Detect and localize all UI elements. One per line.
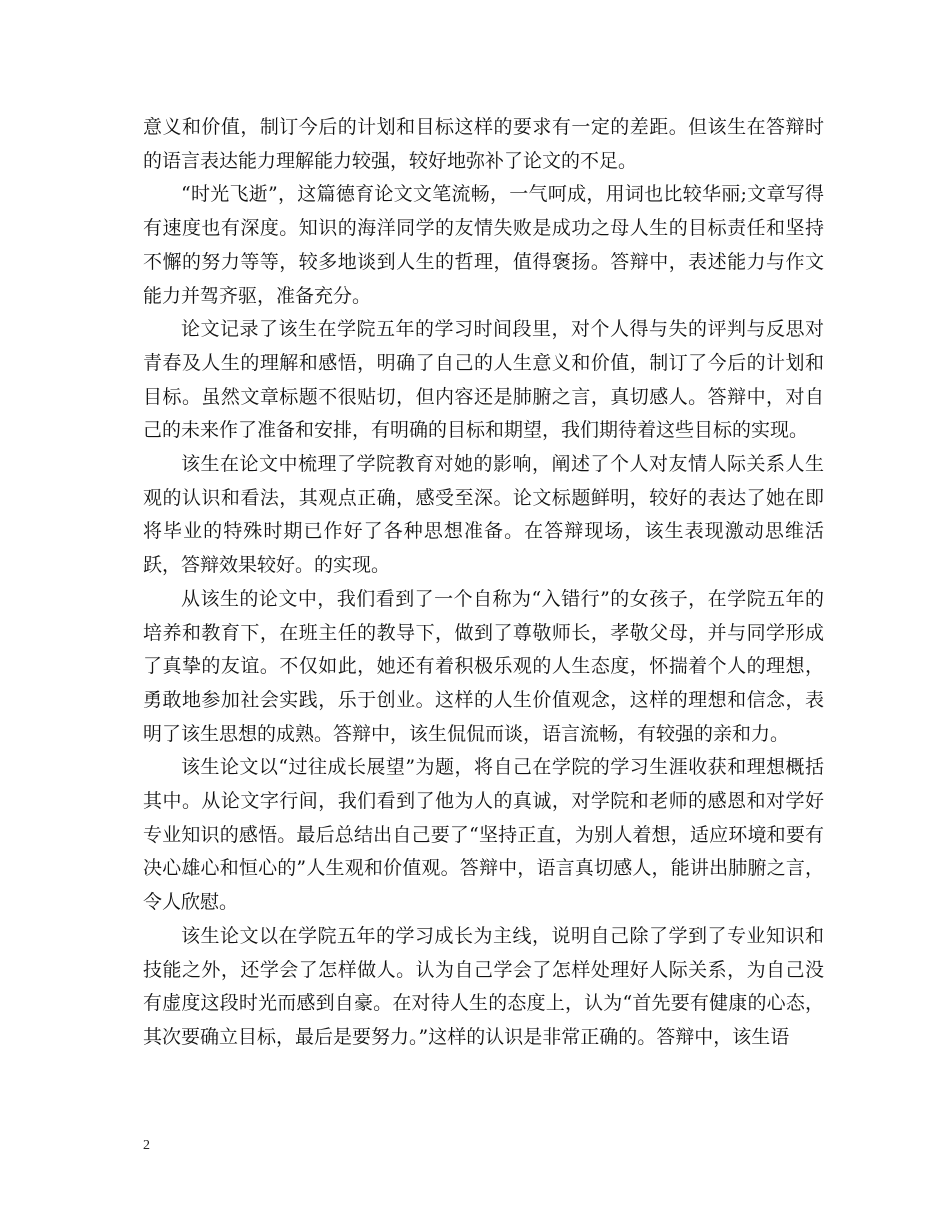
paragraph-0: 意义和价值，制订今后的计划和目标这样的要求有一定的差距。但该生在答辩时的语言表达能力理解能力较强，较好地弥补了论文的不足。 xyxy=(143,116,824,172)
paragraph-6: 该生论文以在学院五年的学习成长为主线，说明自己除了学到了专业知识和技能之外，还学会了怎样做人。认为自己学会了怎样处理好人际关系，为自己没有虚度这段时光而感到自豪。在对待人生的态度上，认为“首先要有健康的心态，其次要确立目标，最后是要努力。”这样的认识是非常正确的。答辩中，该生语 xyxy=(143,924,824,1048)
page-number: 2 xyxy=(143,1138,150,1153)
paragraph-5: 该生论文以“过往成长展望”为题，将自己在学院的学习生涯收获和理想概括其中。从论文字行间，我们看到了他为人的真诚，对学院和老师的感恩和对学好专业知识的感悟。最后总结出自己要了“坚持正直，为别人着想，适应环境和要有决心雄心和恒心的”人生观和价值观。答辩中，语言真切感人，能讲出肺腑之言，令人欣慰。 xyxy=(143,756,824,914)
paragraph-3: 该生在论文中梳理了学院教育对她的影响，阐述了个人对友情人际关系人生观的认识和看法，其观点正确，感受至深。论文标题鲜明，较好的表达了她在即将毕业的特殊时期已作好了各种思想准备。在答辩现场，该生表现激动思维活跃，答辩效果较好。的实现。 xyxy=(143,453,824,577)
paragraph-1: “时光飞逝”，这篇德育论文文笔流畅，一气呵成，用词也比较华丽;文章写得有速度也有深度。知识的海洋同学的友情失败是成功之母人生的目标责任和坚持不懈的努力等等，较多地谈到人生的哲理，值得褒扬。答辩中，表述能力与作文能力并驾齐驱，准备充分。 xyxy=(143,183,824,307)
paragraph-2: 论文记录了该生在学院五年的学习时间段里，对个人得与失的评判与反思对青春及人生的理解和感悟，明确了自己的人生意义和价值，制订了今后的计划和目标。虽然文章标题不很贴切，但内容还是肺腑之言，真切感人。答辩中，对自己的未来作了准备和安排，有明确的目标和期望，我们期待着这些目标的实现。 xyxy=(143,318,824,442)
paragraph-4: 从该生的论文中，我们看到了一个自称为“入错行”的女孩子，在学院五年的培养和教育下，在班主任的教导下，做到了尊敬师长，孝敬父母，并与同学形成了真挚的友谊。不仅如此，她还有着积极乐观的人生态度，怀揣着个人的理想，勇敢地参加社会实践，乐于创业。这样的人生价值观念，这样的理想和信念，表明了该生思想的成熟。答辩中，该生侃侃而谈，语言流畅，有较强的亲和力。 xyxy=(143,587,824,745)
document-body xyxy=(143,111,824,1055)
